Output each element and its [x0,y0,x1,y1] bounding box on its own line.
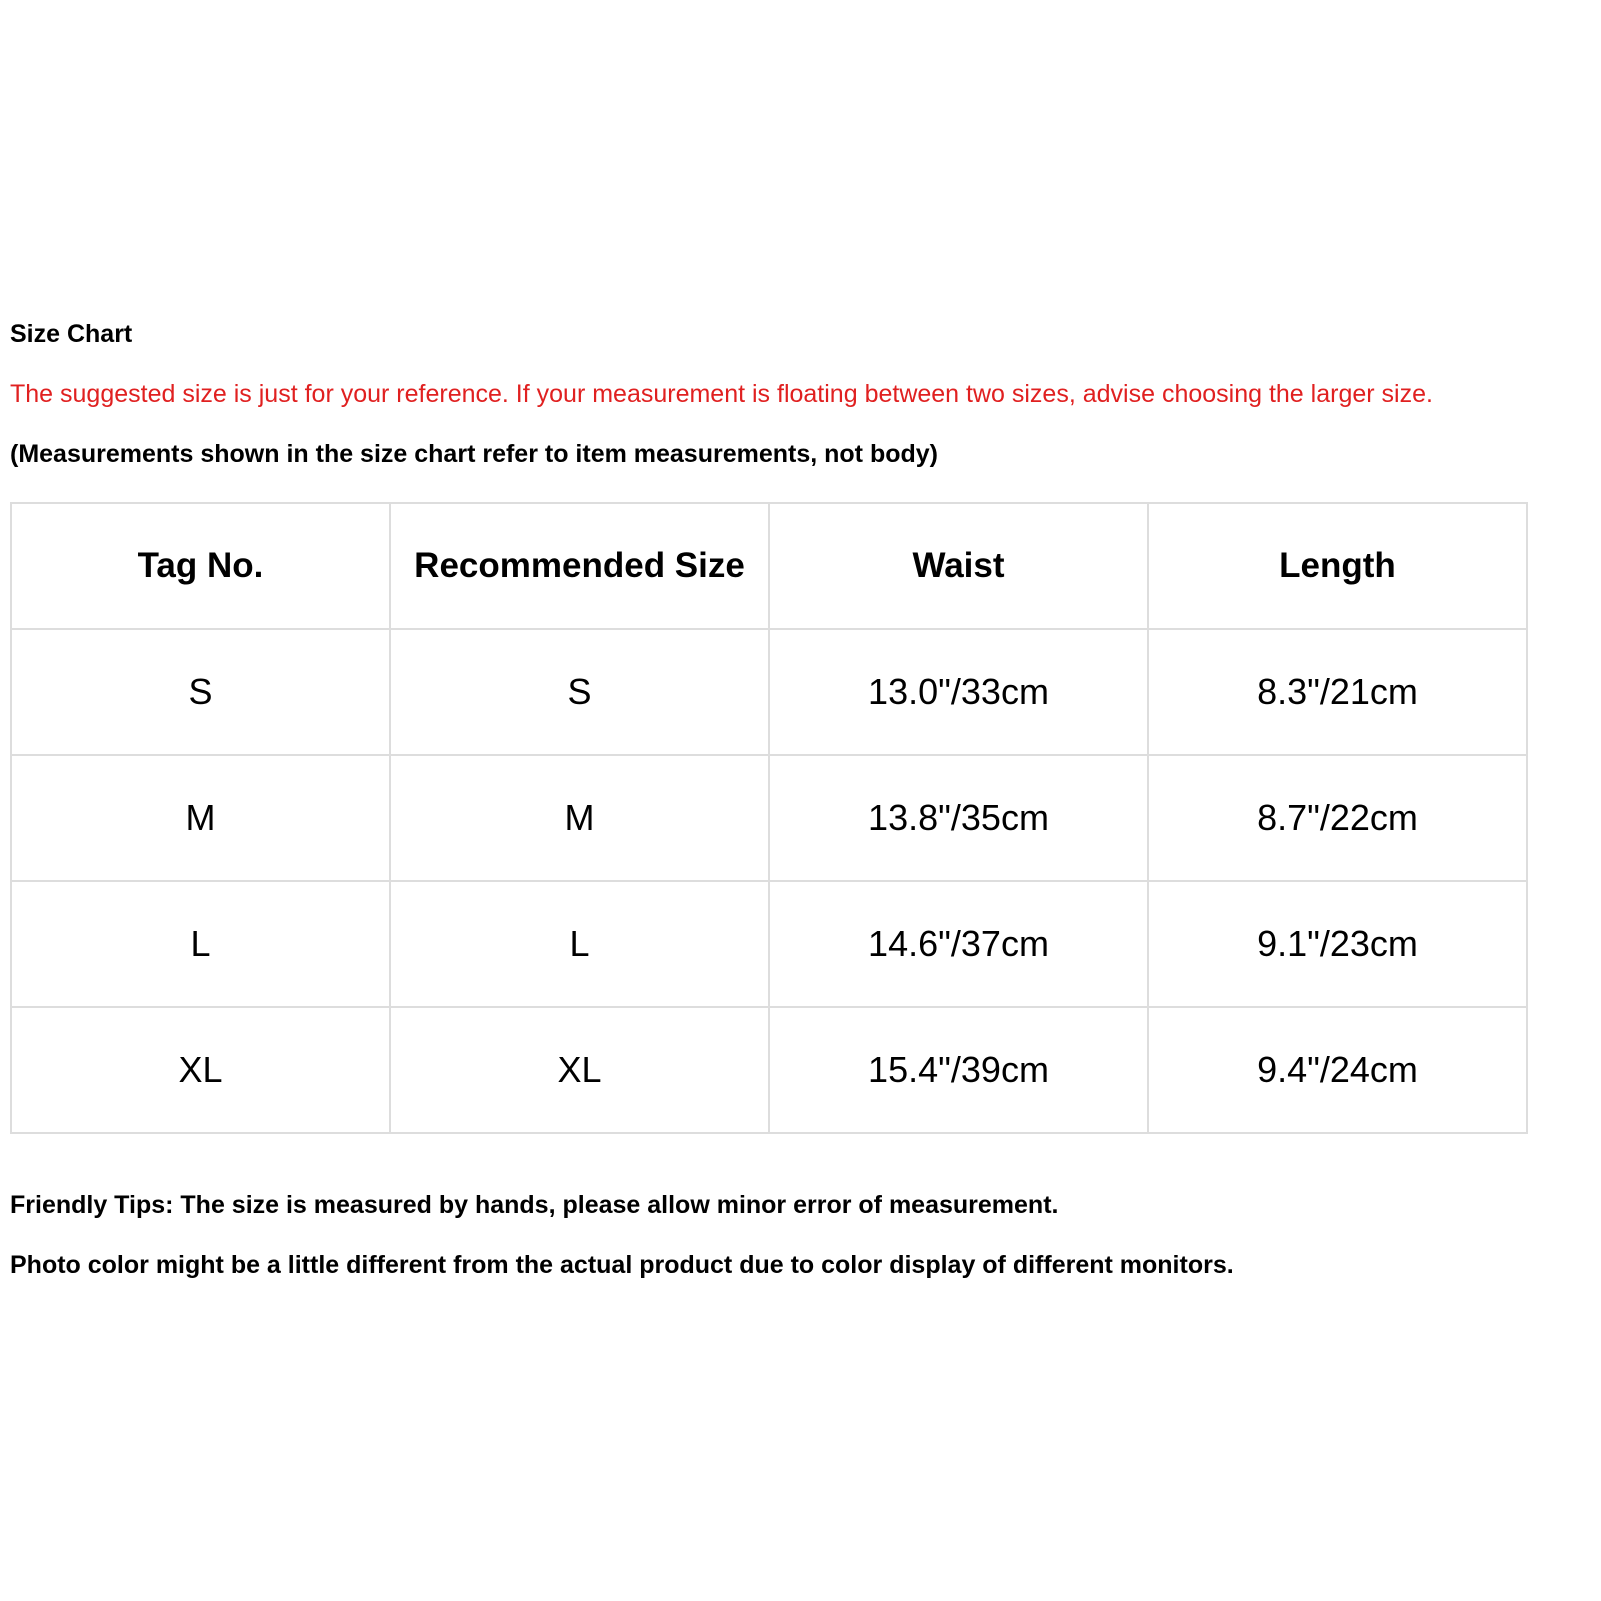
cell-waist: 13.8"/35cm [769,755,1148,881]
table-row [11,1007,1527,1133]
cell-waist: 13.0"/33cm [769,629,1148,755]
header-tag-no: Tag No. [11,503,390,629]
cell-tag-no: M [11,755,390,881]
measurement-note: (Measurements shown in the size chart refer to item measurements, not body) [10,440,938,468]
cell-length: 9.1"/23cm [1148,881,1527,1007]
header-waist: Waist [769,503,1148,629]
cell-tag-no: L [11,881,390,1007]
cell-recommended-size: XL [390,1007,769,1133]
cell-length: 8.3"/21cm [1148,629,1527,755]
table-row [11,881,1527,1007]
cell-recommended-size: L [390,881,769,1007]
size-table-header [11,503,1527,629]
header-row [11,503,1527,629]
size-table-body [11,629,1527,1133]
reference-note: The suggested size is just for your reference. If your measurement is floating between two sizes, advise choosing the larger size. [10,380,1433,408]
cell-waist: 15.4"/39cm [769,1007,1148,1133]
cell-length: 8.7"/22cm [1148,755,1527,881]
cell-tag-no: S [11,629,390,755]
cell-recommended-size: S [390,629,769,755]
cell-tag-no: XL [11,1007,390,1133]
photo-color-note: Photo color might be a little different from the actual product due to color display of different monitors. [10,1251,1234,1279]
cell-length: 9.4"/24cm [1148,1007,1527,1133]
size-table [10,502,1528,1134]
header-length: Length [1148,503,1527,629]
cell-recommended-size: M [390,755,769,881]
table-row [11,629,1527,755]
friendly-tips-line: Friendly Tips: The size is measured by hands, please allow minor error of measurement. [10,1191,1059,1219]
cell-waist: 14.6"/37cm [769,881,1148,1007]
page-title: Size Chart [10,320,133,348]
table-row [11,755,1527,881]
header-recommended-size: Recommended Size [390,503,769,629]
